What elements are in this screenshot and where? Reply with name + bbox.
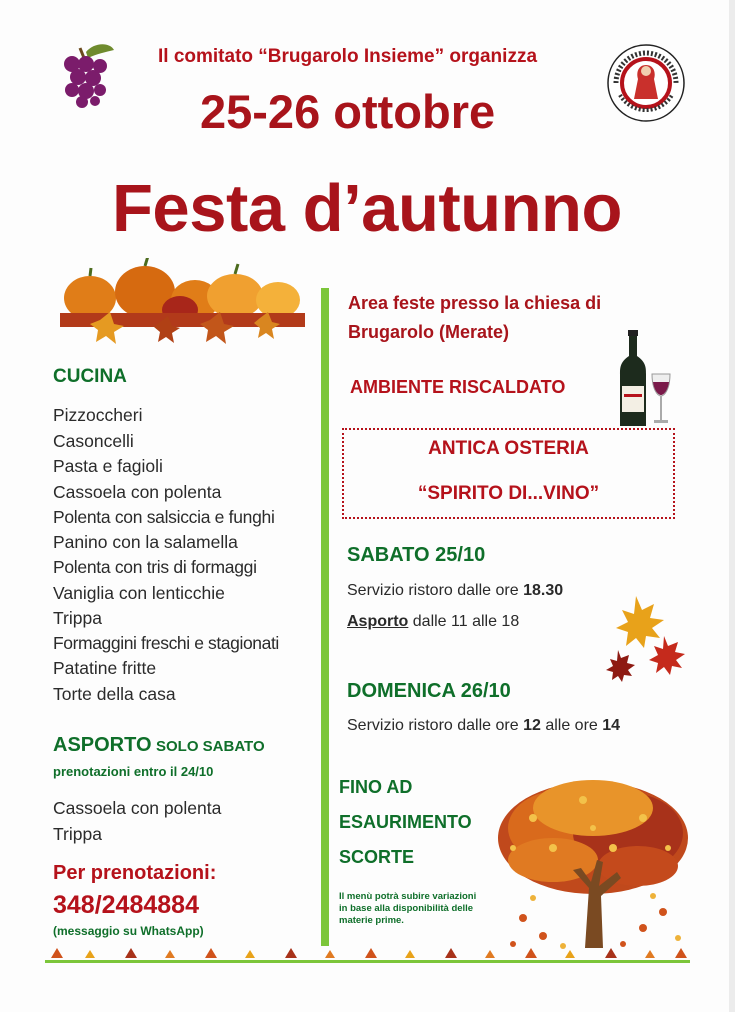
location-line-1: Area feste presso la chiesa di	[348, 293, 602, 313]
asporto-title: ASPORTO	[53, 734, 152, 756]
saturday-title: SABATO 25/10	[347, 544, 486, 566]
booking-note: (messaggio su WhatsApp)	[53, 924, 204, 938]
saturday-service-time: 18.30	[523, 582, 564, 599]
parish-seal-icon	[606, 43, 686, 123]
menu-item: Vaniglia con lenticchie	[53, 583, 225, 603]
wine-bottle-icon	[618, 330, 676, 428]
takeaway-label: Asporto	[347, 613, 409, 630]
asporto-item: Trippa	[53, 824, 102, 844]
sunday-end: 14	[602, 717, 621, 734]
stock-line-3: SCORTE	[339, 847, 415, 867]
sunday-service	[347, 717, 620, 735]
asporto-note: prenotazioni entro il 24/10	[53, 764, 214, 779]
saturday-service	[347, 582, 563, 600]
booking-phone: 348/2484884	[53, 891, 199, 919]
saturday-takeaway	[347, 613, 519, 631]
asporto-item: Cassoela con polenta	[53, 798, 222, 818]
menu-item: Formaggini freschi e stagionati	[53, 633, 279, 653]
stock-line-1: FINO AD	[339, 777, 413, 797]
asporto-heading	[53, 734, 265, 757]
menu-item: Trippa	[53, 608, 102, 628]
osteria-line-1: ANTICA OSTERIA	[428, 438, 589, 459]
sunday-mid: alle ore	[540, 717, 603, 734]
sunday-service-prefix: Servizio ristoro dalle ore	[347, 717, 524, 734]
menu-item: Pizzoccheri	[53, 405, 143, 425]
menu-item: Patatine fritte	[53, 658, 157, 678]
menu-item: Torte della casa	[53, 684, 176, 704]
menu-item: Polenta con tris di formaggi	[53, 557, 257, 577]
menu-disclaimer: Il menù potrà subire variazioni in base alla disponibilità delle materie prime.	[339, 891, 477, 926]
menu-item: Cassoela con polenta	[53, 482, 222, 502]
pumpkins-icon	[60, 258, 305, 348]
menu-item: Casoncelli	[53, 431, 134, 451]
saturday-service-prefix: Servizio ristoro dalle ore	[347, 582, 524, 599]
leaf-border-icon	[45, 944, 690, 966]
cucina-title: CUCINA	[53, 366, 127, 387]
menu-item: Polenta con salsiccia e funghi	[53, 507, 275, 527]
osteria-line-2: “SPIRITO DI...VINO”	[417, 483, 600, 504]
organizer-line: Il comitato “Brugarolo Insieme” organizza	[158, 46, 538, 67]
sunday-start: 12	[523, 717, 541, 734]
autumn-tree-icon	[493, 778, 693, 958]
takeaway-hours: dalle 11 alle 18	[408, 613, 520, 630]
stock-line-2: ESAURIMENTO	[339, 812, 472, 832]
menu-item: Panino con la salamella	[53, 532, 238, 552]
asporto-subtitle: SOLO SABATO	[156, 738, 265, 755]
autumn-leaves-icon	[606, 592, 686, 682]
column-divider	[321, 288, 329, 946]
event-title: Festa d’autunno	[112, 171, 622, 246]
event-dates: 25-26 ottobre	[200, 85, 496, 138]
paper-edge	[729, 0, 735, 1012]
location-line-2: Brugarolo (Merate)	[348, 322, 510, 342]
heated-note: AMBIENTE RISCALDATO	[350, 377, 566, 397]
sunday-title: DOMENICA 26/10	[347, 680, 511, 702]
grapes-icon	[50, 40, 120, 110]
menu-item: Pasta e fagioli	[53, 456, 163, 476]
booking-title: Per prenotazioni:	[53, 862, 217, 884]
